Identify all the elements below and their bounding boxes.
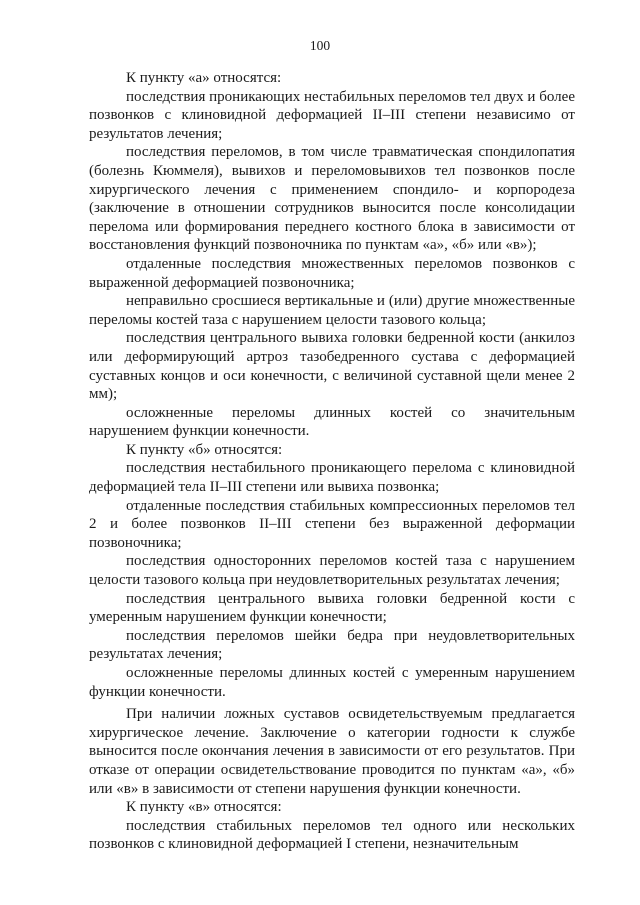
section-heading-b: К пункту «б» относятся: (126, 441, 283, 458)
paragraph: отдаленные последствия стабильных компрессионных переломов тел 2 и более позвонков II–III степени без выраженной деформации позвоночника; (89, 497, 575, 551)
paragraph: отдаленные последствия множественных переломов позвонков с выраженной деформацией позвоночника; (89, 255, 575, 291)
note-paragraph: При наличии ложных суставов освидетельствуемым предлагается хирургическое лечение. Заключение о категории годности к службе выносится после окончания лечения в зависимости от его результатов. При отказе от операции освидетельствование проводится по пунктам «а», «б» или «в» в зависимости от степени нарушения функции конечности. (89, 706, 575, 797)
document-body (89, 69, 575, 854)
section-heading-a: К пункту «а» относятся: (126, 70, 282, 86)
paragraph: последствия проникающих нестабильных переломов тел двух и более позвонков с клиновидной деформацией II–III степени независимо от результатов лечения; (89, 88, 575, 142)
paragraph: последствия переломов шейки бедра при неудовлетворительных результатах лечения; (89, 627, 575, 663)
paragraph: осложненные переломы длинных костей с умеренным нарушением функции конечности. (89, 665, 575, 700)
section-heading-c: К пункту «в» относятся: (126, 799, 282, 816)
paragraph: последствия нестабильного проникающего перелома с клиновидной деформацией тела II–III степени или вывиха позвонка; (89, 460, 575, 496)
paragraph: последствия переломов, в том числе травматическая спондилопатия (болезнь Кюммеля), вывихов и переломовывихов тел позвонков после хирургического лечения с применением спондило- и корпородеза (заключение в отношении сотрудников выносится после консолидации перелома или формирования переднего костного блока в зависимости от восстановления функций позвоночника по пунктам «а», «б» или «в»); (89, 144, 575, 254)
paragraph: последствия стабильных переломов тел одного или нескольких позвонков с клиновидной деформацией I степени, незначительным (89, 817, 575, 853)
paragraph: последствия центрального вывиха головки бедренной кости с умеренным нарушением функции конечности; (89, 590, 575, 626)
paragraph: последствия центрального вывиха головки бедренной кости (анкилоз или деформирующий артроз тазобедренного сустава с деформацией суставных концов и оси конечности, с величиной суставной щели менее 2 мм); (89, 330, 575, 403)
page-number: 100 (309, 38, 331, 53)
paragraph: последствия односторонних переломов костей таза с нарушением целости тазового кольца при неудовлетворительных результатах лечения; (89, 553, 575, 589)
paragraph: неправильно сросшиеся вертикальные и (или) другие множественные переломы костей таза с нарушением целости тазового кольца; (89, 293, 575, 328)
paragraph: осложненные переломы длинных костей со значительным нарушением функции конечности. (89, 404, 575, 440)
